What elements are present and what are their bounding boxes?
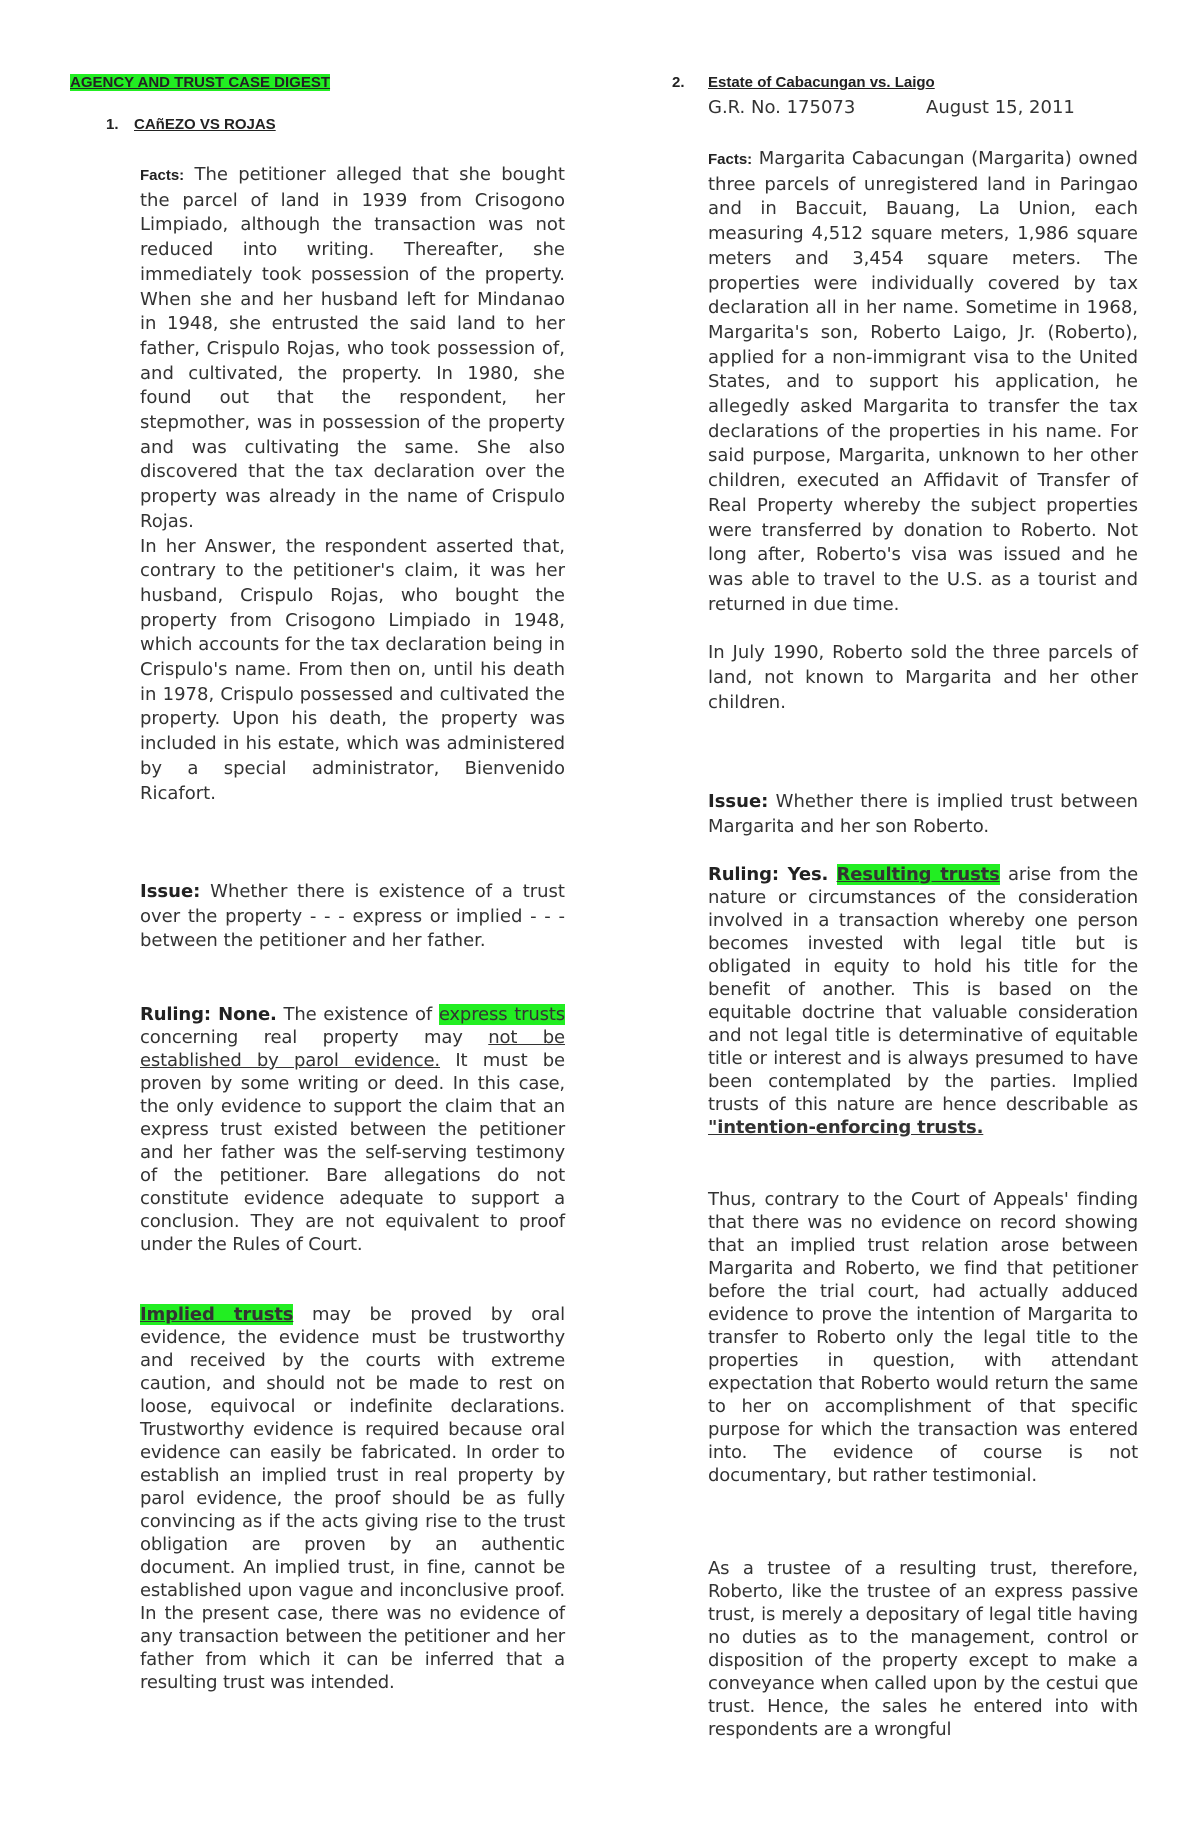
case1-facts-label: Facts: [140,167,185,184]
case1-ruling-underlined: not be established by parol evidence. [140,1027,565,1071]
case1-facts-para1 [140,163,565,535]
case1-facts-para2: In her Answer, the respondent asserted that, contrary to the petitioner's claim, it was her husband, Crispulo Rojas, who bought the property from Crisogono Limpiado in 1948, which accounts for the tax declaration being in Crispulo's name. From then on, until his death in 1978, Crispulo possessed and cultivated the property. Upon his death, the property was included in his estate, which was administered by a special administrator, Bienvenido Ricafort. [140,535,565,804]
case1-implied-text: may be proved by oral evidence, the evidence must be trustworthy and received by the courts with extreme caution, and should not be made to rest on loose, equivocal or indefinite declarations. Trustworthy evidence is required because oral evidence can easily be fabricated. In order to establish an implied trust in real property by parol evidence, the proof should be as fully convincing as if the acts giving rise to the trust obligation are proven by an authentic document. An implied trust, in fine, cannot be established upon vague and inconclusive proof. In the present case, there was no evidence of any transaction between the petitioner and her father from which it can be inferred that a resulting trust was intended. [140,1304,566,1693]
case1-facts-text1: The petitioner alleged that she bought the parcel of land in 1939 from Crisogono Limpiado, although the transaction was not reduced into writing. Thereafter, she immediately took possession of the property. When she and her husband left for Mindanao in 1948, she entrusted the said land to her father, Crispulo Rojas, who took possession of, and cultivated, the property. In 1980, she found out that the respondent, her stepmother, was in possession of the property and was cultivating the same. She also discovered that the tax declaration over the property was already in the name of Crispulo Rojas. [140,164,565,532]
case2-issue [708,790,1138,839]
case1-ruling-b: concerning real property may [140,1027,463,1048]
case2-date: August 15, 2011 [926,97,1075,118]
case2-facts-para1 [708,147,1138,617]
case2-facts [708,147,1138,715]
case2-trustee-paragraph [708,1557,1138,1741]
case2-gr-number: G.R. No. 175073 [708,97,856,118]
case2-thus-text: Thus, contrary to the Court of Appeals' finding that there was no evidence on record showing that an implied trust relation arose between Margarita and Roberto, we find that petitioner before the trial court, had actually adduced evidence to prove the intention of Margarita to transfer to Roberto only the legal title to the properties in question, with attendant expectation that Roberto would return the same to her on accomplishment of that specific purpose for which the transaction was entered into. The evidence of course is not documentary, but rather testimonial. [708,1189,1138,1486]
case1-ruling [140,1003,565,1256]
case2-number: 2. [672,74,685,91]
case1-issue [140,880,565,954]
case1-issue-text: Whether there is existence of a trust over the property - - - express or implied - - - between the petitioner and her father. [140,881,565,952]
case2-facts-label: Facts: [708,151,753,168]
intention-enforcing-trusts: "intention-enforcing trusts. [708,1117,984,1138]
case2-gr-line [708,97,1138,118]
case2-heading [672,74,1137,91]
case1-number: 1. [106,116,119,133]
case2-ruling-text: arise from the nature or circumstances of the consideration involved in a transaction whereby one person becomes invested with legal title but is obligated in equity to hold his title for the benefit of another. This is based on the equitable doctrine that valuable consideration and not legal title is determinative of equitable title or interest and is always presumed to have been contemplated by the parties. Implied trusts of this nature are hence describable as [708,864,1138,1115]
case2-trustee-text: As a trustee of a resulting trust, therefore, Roberto, like the trustee of an express passive trust, is merely a depositary of legal title having no duties as to the management, control or disposition of the property except to make a conveyance when called upon by the cestui que trust. Hence, the sales he entered into with respondents are a wrongful [708,1558,1138,1740]
case2-facts-para2: In July 1990, Roberto sold the three parcels of land, not known to Margarita and her other children. [708,642,1138,713]
document-title-text: AGENCY AND TRUST CASE DIGEST [70,74,331,91]
case2-issue-label: Issue: [708,791,769,812]
case1-issue-label: Issue: [140,881,201,902]
case1-ruling-a: The existence of [283,1004,433,1025]
case1-ruling-label: Ruling: None. [140,1004,277,1025]
case2-facts-text1: Margarita Cabacungan (Margarita) owned three parcels of unregistered land in Paringao and in Baccuit, Bauang, La Union, each measuring 4,512 square meters, 1,986 square meters and 3,454 square meters. The properties were individually covered by tax declaration all in her name. Sometime in 1968, Margarita's son, Roberto Laigo, Jr. (Roberto), applied for a non-immigrant visa to the United States, and to support his application, he allegedly asked Margarita to transfer the tax declarations of the properties in his name. For said purpose, Margarita, unknown to her other children, executed an Affidavit of Transfer of Real Property whereby the subject properties were transferred by donation to Roberto. Not long after, Roberto's visa was issued and he was able to travel to the U.S. as a tourist and returned in due time. [708,148,1138,615]
resulting-trusts-highlight: Resulting trusts [836,864,1000,885]
implied-trusts-highlight: Implied trusts [140,1304,294,1325]
case1-facts [140,163,565,806]
case2-name: Estate of Cabacungan vs. Laigo [708,74,935,91]
case2-ruling-label: Ruling: Yes. [708,864,829,885]
case1-implied [140,1303,565,1694]
case1-heading [106,116,566,133]
case1-name: CAñEZO VS ROJAS [134,116,276,133]
case2-issue-text: Whether there is implied trust between Margarita and her son Roberto. [708,791,1138,837]
express-trusts-highlight: express trusts [438,1004,565,1025]
case2-thus-paragraph [708,1188,1138,1487]
document-title [70,74,330,91]
case2-ruling [708,863,1138,1139]
case1-ruling-c: It must be proven by some writing or deed. In this case, the only evidence to support the claim that an express trust existed between the petitioner and her father was the self-serving testimony of the petitioner. Bare allegations do not constitute evidence adequate to support a conclusion. They are not equivalent to proof under the Rules of Court. [140,1050,565,1255]
